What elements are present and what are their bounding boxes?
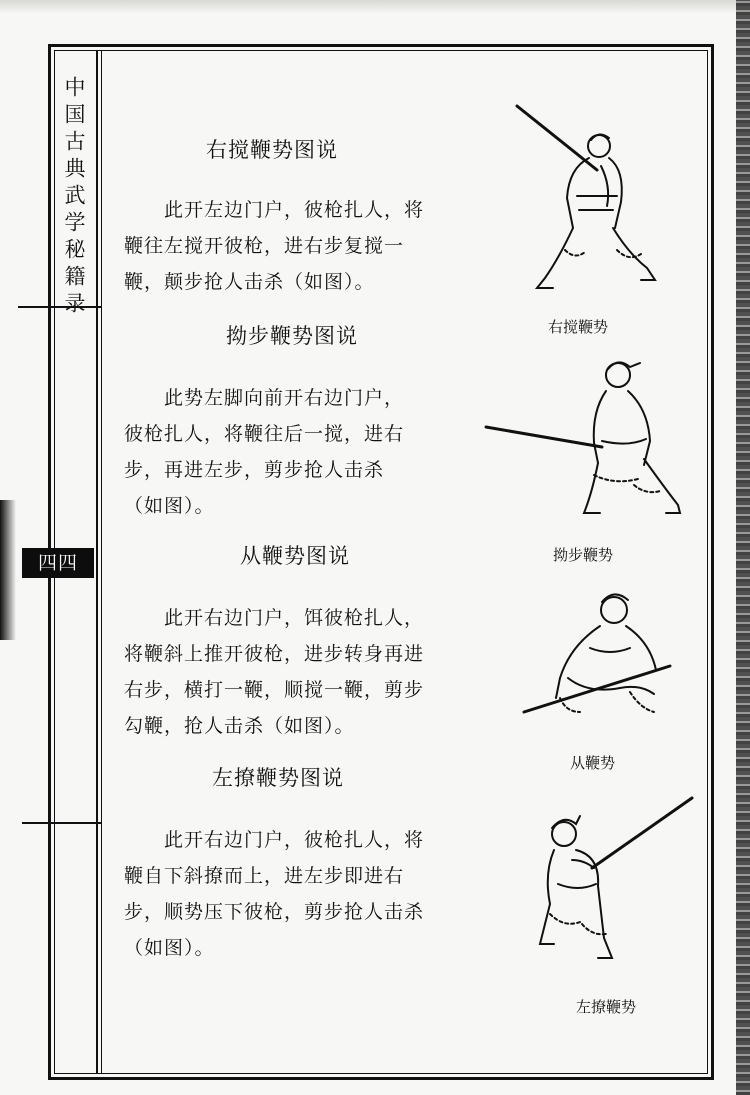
text-line: 彼枪扎人，将鞭往后一搅，进右 xyxy=(124,423,405,445)
text-line: 将鞭斜上推开彼枪，进步转身再进 xyxy=(124,643,425,665)
text-line: 此开左边门户，彼枪扎人，将 xyxy=(164,199,425,221)
martial-figure-illustration xyxy=(520,794,700,974)
scan-left-smudge xyxy=(0,500,16,640)
text-line: 步，再进左步，剪步抢人击杀 xyxy=(124,459,385,481)
section-heading-follow-whip: 从鞭势图说 xyxy=(240,544,350,568)
section-heading-twisted-step: 拗步鞭势图说 xyxy=(226,324,358,348)
margin-mark-lower xyxy=(22,822,102,824)
section-text-left-upswing xyxy=(124,822,425,966)
text-line: （如图）。 xyxy=(124,495,215,517)
figure-twisted-step xyxy=(484,355,689,525)
text-line: 鞭自下斜撩而上，进左步即进右 xyxy=(124,865,405,887)
text-line: （如图）。 xyxy=(124,937,215,959)
section-heading-right-stir: 右搅鞭势图说 xyxy=(206,138,338,162)
series-title: 中国古典武学秘籍录 xyxy=(62,76,86,319)
figure-caption-right-stir: 右搅鞭势 xyxy=(548,318,609,336)
text-line: 此开右边门户，饵彼枪扎人， xyxy=(164,607,425,629)
text-line: 鞭往左搅开彼枪，进右步复搅一 xyxy=(124,235,405,257)
margin-rule xyxy=(96,50,98,1074)
figure-follow-whip xyxy=(520,588,680,723)
section-heading-left-upswing: 左撩鞭势图说 xyxy=(212,766,344,790)
figure-caption-twisted-step: 拗步鞭势 xyxy=(553,546,614,564)
martial-figure-illustration xyxy=(505,100,680,300)
scan-right-edge xyxy=(736,0,750,1095)
martial-figure-illustration xyxy=(520,588,680,723)
margin-rule-thin xyxy=(101,50,102,1074)
page-number-badge: 四四 xyxy=(22,548,94,578)
text-line: 右步，横打一鞭，顺搅一鞭，剪步 xyxy=(124,679,425,701)
text-line: 鞭，颠步抢人击杀（如图）。 xyxy=(124,271,375,293)
figure-right-stir xyxy=(505,100,680,300)
section-text-right-stir xyxy=(124,192,425,300)
section-text-twisted-step xyxy=(124,380,414,524)
text-line: 步，顺势压下彼枪，剪步抢人击杀 xyxy=(124,901,425,923)
scan-top-edge xyxy=(0,0,750,14)
text-line: 此势左脚向前开右边门户， xyxy=(164,387,405,409)
text-line: 此开右边门户，彼枪扎人，将 xyxy=(164,829,425,851)
martial-figure-illustration xyxy=(484,355,689,525)
figure-caption-left-upswing: 左撩鞭势 xyxy=(576,998,637,1016)
text-line: 勾鞭，抢人击杀（如图）。 xyxy=(124,715,355,737)
figure-caption-follow-whip: 从鞭势 xyxy=(570,754,616,772)
section-text-follow-whip xyxy=(124,600,425,744)
figure-left-upswing xyxy=(520,794,700,974)
